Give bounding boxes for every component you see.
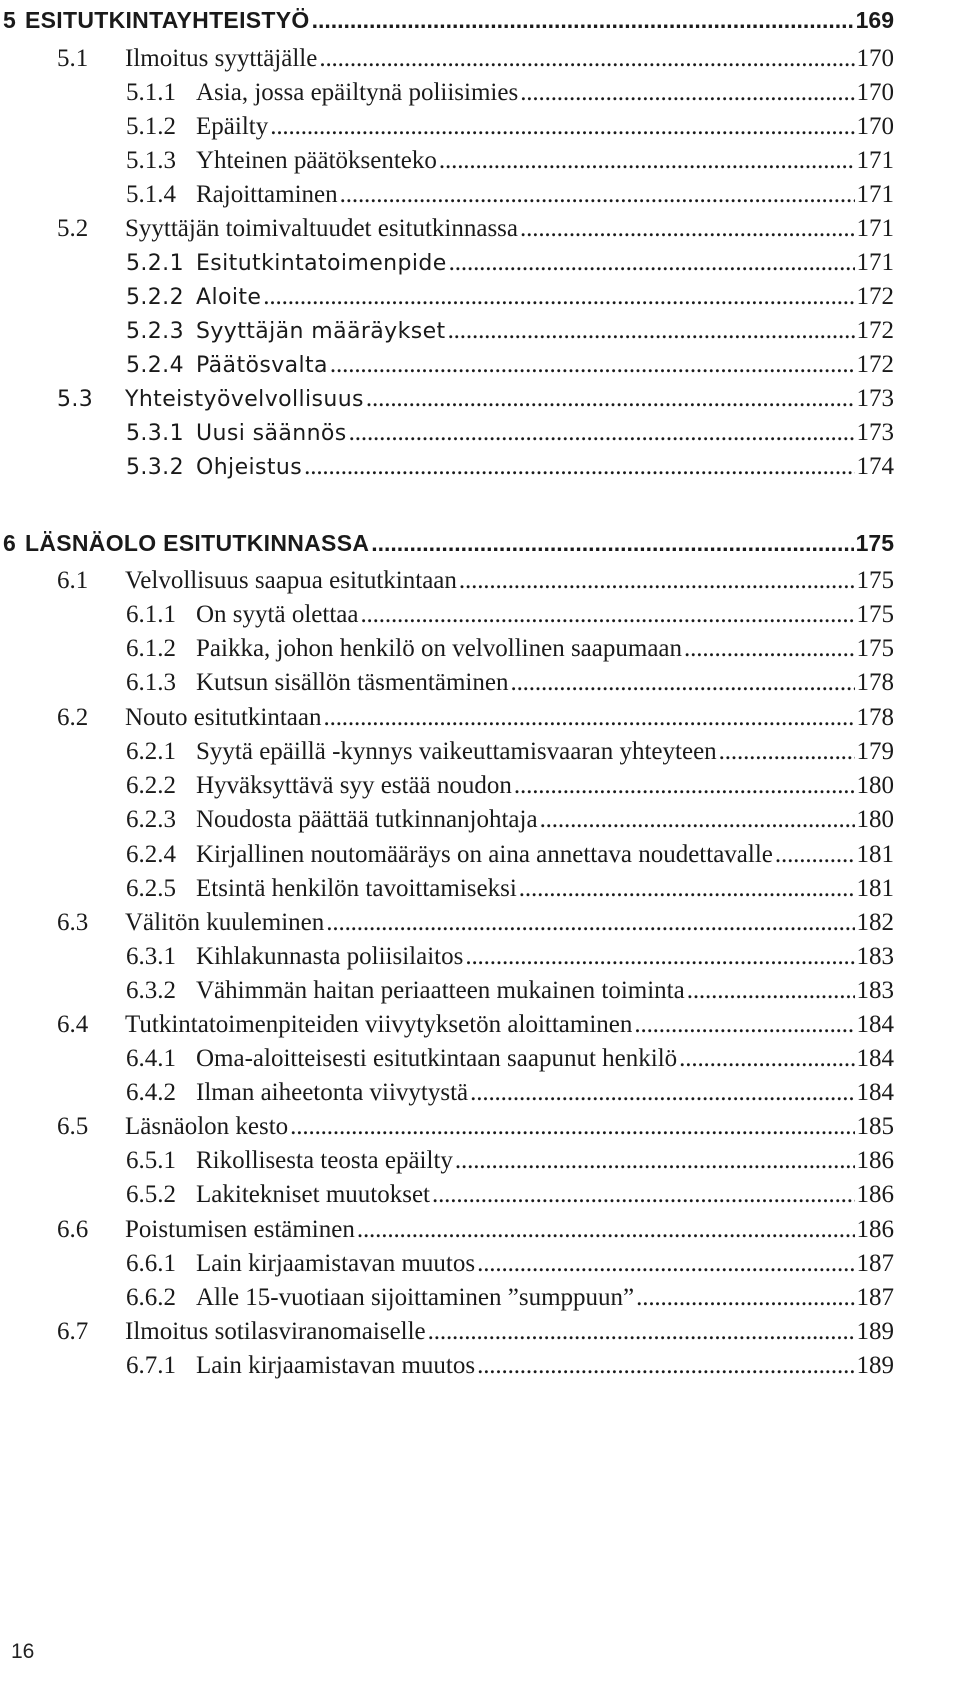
toc-entry-page: 175 [855,530,894,556]
toc-entry-page: 184 [856,1011,894,1038]
dot-leader [684,632,854,666]
toc-entry-title: Paikka, johon henkilö on velvollinen saapumaan [196,635,683,662]
toc-entry-sub[interactable] [126,769,894,803]
toc-entry-page: 187 [856,1284,894,1311]
dot-leader [448,314,855,348]
toc-entry-page: 185 [856,1113,894,1140]
toc-entry-sec[interactable] [57,42,894,76]
toc-entry-page: 186 [856,1181,894,1208]
dot-leader [679,1042,854,1076]
toc-entry-number: 6.2 [57,704,89,731]
page-number: 16 [11,1640,35,1663]
dot-leader [357,1213,855,1247]
dot-leader [449,246,855,280]
toc-entry-number: 5.1.3 [126,147,176,174]
toc-entry-number: 6.3.1 [126,943,176,970]
dot-leader [290,1110,854,1144]
toc-entry-number: 6.1.2 [126,635,176,662]
toc-entry-page: 173 [856,385,894,412]
toc-entry-sub[interactable] [126,416,894,450]
toc-entry-number: 5.2.1 [126,251,184,276]
toc-entry-number: 5.3.1 [126,421,184,446]
dot-leader [324,701,855,735]
toc-entry-title: Rajoittaminen [196,181,338,208]
toc-entry-sub[interactable] [126,940,894,974]
toc-entry-number: 6 [3,530,16,556]
toc-entry-number: 6.5.2 [126,1181,176,1208]
toc-entry-sec[interactable] [57,906,894,940]
dot-leader [432,1178,855,1212]
toc-entry-title: Aloite [196,285,262,310]
toc-entry-title: Vähimmän haitan periaatteen mukainen toiminta [196,977,685,1004]
dot-leader [510,666,854,700]
toc-entry-title: Oma-aloitteisesti esitutkintaan saapunut henkilö [196,1045,678,1072]
toc-entry-title: Kutsun sisällön täsmentäminen [196,669,509,696]
toc-entry-number: 6.4 [57,1011,89,1038]
dot-leader [520,76,854,110]
toc-entry-title: Uusi säännös [196,421,347,446]
toc-entry-number: 5.2 [57,215,89,242]
toc-entry-number: 5 [3,7,16,33]
toc-entry-number: 6.4.1 [126,1045,176,1072]
toc-entry-title: On syytä olettaa [196,601,359,628]
toc-entry-sec[interactable] [57,701,894,735]
toc-entry-page: 171 [856,181,894,208]
toc-entry-sub[interactable] [126,632,894,666]
dot-leader [428,1315,855,1349]
toc-entry-page: 187 [856,1250,894,1277]
toc-entry-page: 184 [856,1045,894,1072]
toc-entry-title: Lakitekniset muutokset [196,1181,430,1208]
dot-leader [371,526,853,560]
toc-entry-title: Välitön kuuleminen [125,909,325,936]
toc-entry-title: Lain kirjaamistavan muutos [196,1250,476,1277]
toc-entry-number: 6.1 [57,567,89,594]
dot-leader [270,110,854,144]
dot-leader [319,42,854,76]
toc-entry-sub[interactable] [126,110,894,144]
toc-entry-page: 172 [856,351,894,378]
dot-leader [439,144,855,178]
toc-entry-sub[interactable] [126,1349,894,1383]
toc-entry-number: 5.1 [57,45,89,72]
toc-entry-sub[interactable] [126,838,894,872]
dot-leader [634,1008,854,1042]
toc-entry-number: 6.1.3 [126,669,176,696]
dot-leader [540,803,855,837]
toc-entry-page: 175 [856,601,894,628]
dot-leader [455,1144,855,1178]
dot-leader [465,940,854,974]
toc-entry-page: 178 [856,704,894,731]
toc-entry-sub[interactable] [126,1247,894,1281]
toc-entry-title: Syytä epäillä -kynnys vaikeuttamisvaaran yhteyteen [196,738,717,765]
toc-entry-title: ESITUTKINTAYHTEISTYÖ [25,7,310,33]
toc-entry-title: Nouto esitutkintaan [125,704,322,731]
toc-entry-number: 6.3.2 [126,977,176,1004]
toc-entry-title: Alle 15-vuotiaan sijoittaminen ”sumppuun” [196,1284,635,1311]
toc-entry-number: 6.5 [57,1113,89,1140]
toc-entry-page: 172 [856,317,894,344]
dot-leader [360,598,854,632]
toc-entry-title: Päätösvalta [196,353,328,378]
toc-entry-number: 6.2.4 [126,841,176,868]
toc-entry-page: 181 [856,875,894,902]
toc-entry-chapter[interactable] [3,3,894,37]
toc-entry-title: Esitutkintatoimenpide [196,251,447,276]
toc-entry-title: Rikollisesta teosta epäilty [196,1147,453,1174]
dot-leader [477,1349,854,1383]
toc-entry-title: Ohjeistus [196,455,303,480]
toc-entry-page: 173 [856,419,894,446]
toc-entry-title: Ilmoitus syyttäjälle [125,45,318,72]
toc-entry-number: 6.3 [57,909,89,936]
dot-leader [636,1281,854,1315]
toc-entry-number: 6.1.1 [126,601,176,628]
toc-entry-page: 180 [856,806,894,833]
toc-entry-sec[interactable] [57,1315,894,1349]
toc-entry-chapter[interactable] [3,526,894,560]
toc-entry-title: Noudosta päättää tutkinnanjohtaja [196,806,538,833]
dot-leader [340,178,855,212]
toc-entry-sec[interactable] [57,564,894,598]
toc-entry-page: 170 [856,79,894,106]
toc-entry-number: 6.2.5 [126,875,176,902]
toc-entry-sub[interactable] [126,598,894,632]
toc-entry-title: LÄSNÄOLO ESITUTKINNASSA [25,530,370,556]
toc-entry-sub[interactable] [126,1042,894,1076]
toc-entry-number: 5.3.2 [126,455,184,480]
toc-entry-sub[interactable] [126,280,894,314]
toc-entry-title: Poistumisen estäminen [125,1216,355,1243]
toc-entry-page: 180 [856,772,894,799]
toc-entry-number: 5.1.1 [126,79,176,106]
toc-entry-sub[interactable] [126,76,894,110]
toc-entry-sec[interactable] [57,212,894,246]
toc-entry-sec[interactable] [57,1008,894,1042]
toc-entry-number: 6.5.1 [126,1147,176,1174]
toc-entry-title: Ilmoitus sotilasviranomaiselle [125,1318,426,1345]
dot-leader [349,416,855,450]
toc-entry-page: 182 [856,909,894,936]
dot-leader [519,872,855,906]
toc-entry-title: Asia, jossa epäiltynä poliisimies [196,79,519,106]
toc-entry-title: Kirjallinen noutomääräys on aina annettava noudettavalle [196,841,773,868]
toc-entry-sub[interactable] [126,450,894,484]
toc-entry-title: Läsnäolon kesto [125,1113,289,1140]
toc-entry-page: 183 [856,943,894,970]
toc-entry-title: Epäilty [196,113,269,140]
toc-entry-title: Velvollisuus saapua esitutkintaan [125,567,457,594]
toc-entry-sec[interactable] [57,382,894,416]
toc-entry-sec[interactable] [57,1213,894,1247]
toc-entry-sub[interactable] [126,1178,894,1212]
toc-entry-title: Hyväksyttävä syy estää noudon [196,772,512,799]
toc-entry-number: 6.7 [57,1318,89,1345]
toc-entry-page: 171 [856,215,894,242]
toc-entry-number: 6.2.1 [126,738,176,765]
dot-leader [470,1076,854,1110]
dot-leader [459,564,855,598]
toc-entry-number: 5.3 [57,387,94,412]
toc-entry-title: Kihlakunnasta poliisilaitos [196,943,464,970]
toc-entry-page: 171 [856,249,894,276]
dot-leader [304,450,854,484]
dot-leader [687,974,855,1008]
dot-leader [312,3,854,37]
dot-leader [775,838,855,872]
toc-entry-sub[interactable] [126,314,894,348]
toc-entry-sub[interactable] [126,1076,894,1110]
toc-entry-number: 5.2.2 [126,285,184,310]
toc-entry-number: 6.6.1 [126,1250,176,1277]
toc-entry-sub[interactable] [126,803,894,837]
dot-leader [520,212,854,246]
dot-leader [366,382,855,416]
toc-entry-page: 170 [856,45,894,72]
toc-entry-page: 189 [856,1352,894,1379]
toc-entry-title: Tutkintatoimenpiteiden viivytyksetön aloittaminen [125,1011,633,1038]
toc-entry-sub[interactable] [126,178,894,212]
toc-entry-title: Yhteinen päätöksenteko [196,147,437,174]
toc-entry-page: 186 [856,1216,894,1243]
toc-entry-title: Lain kirjaamistavan muutos [196,1352,476,1379]
toc-entry-title: Ilman aiheetonta viivytystä [196,1079,469,1106]
dot-leader [263,280,854,314]
toc-entry-page: 189 [856,1318,894,1345]
toc-entry-number: 5.1.4 [126,181,176,208]
toc-entry-number: 6.2.2 [126,772,176,799]
dot-leader [719,735,855,769]
toc-entry-sub[interactable] [126,144,894,178]
toc-entry-page: 172 [856,283,894,310]
dot-leader [326,906,854,940]
toc-entry-sec[interactable] [57,1110,894,1144]
toc-entry-number: 6.6.2 [126,1284,176,1311]
toc-entry-number: 6.7.1 [126,1352,176,1379]
toc-entry-sub[interactable] [126,735,894,769]
toc-entry-number: 6.4.2 [126,1079,176,1106]
toc-entry-title: Yhteistyövelvollisuus [125,387,364,412]
toc-entry-sub[interactable] [126,974,894,1008]
toc-entry-page: 174 [856,453,894,480]
toc-entry-page: 184 [856,1079,894,1106]
toc-entry-page: 171 [856,147,894,174]
dot-leader [330,348,855,382]
toc-entry-number: 5.1.2 [126,113,176,140]
toc-entry-sub[interactable] [126,246,894,280]
toc-entry-number: 5.2.3 [126,319,184,344]
dot-leader [477,1247,854,1281]
toc-entry-page: 183 [856,977,894,1004]
toc-entry-sub[interactable] [126,1281,894,1315]
toc-entry-page: 170 [856,113,894,140]
toc-entry-page: 175 [856,567,894,594]
toc-entry-number: 6.6 [57,1216,89,1243]
toc-entry-page: 178 [856,669,894,696]
dot-leader [514,769,855,803]
toc-entry-title: Syyttäjän toimivaltuudet esitutkinnassa [125,215,519,242]
toc-entry-number: 6.2.3 [126,806,176,833]
toc-entry-sub[interactable] [126,348,894,382]
toc-entry-page: 179 [856,738,894,765]
toc-entry-number: 5.2.4 [126,353,184,378]
toc-entry-sub[interactable] [126,1144,894,1178]
toc-entry-page: 175 [856,635,894,662]
toc-entry-page: 181 [856,841,894,868]
toc-entry-page: 169 [855,7,894,33]
toc-entry-title: Syyttäjän määräykset [196,319,446,344]
toc-entry-page: 186 [856,1147,894,1174]
toc-entry-sub[interactable] [126,872,894,906]
toc-entry-sub[interactable] [126,666,894,700]
toc-entry-title: Etsintä henkilön tavoittamiseksi [196,875,517,902]
